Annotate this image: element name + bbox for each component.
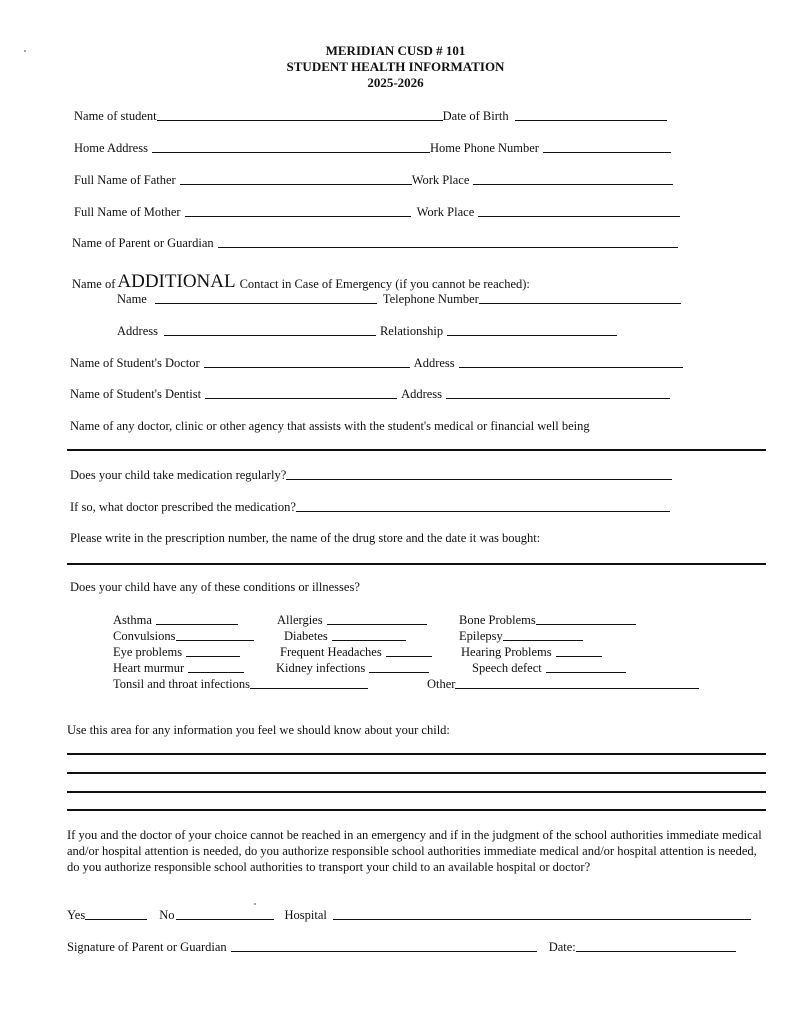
- dob-field[interactable]: [515, 108, 667, 121]
- doctor-field[interactable]: [204, 355, 410, 368]
- prescription-field[interactable]: [67, 563, 766, 565]
- form-title: STUDENT HEALTH INFORMATION: [286, 59, 505, 74]
- dentist-field[interactable]: [205, 386, 397, 399]
- scan-speck: [254, 903, 256, 905]
- medication-field[interactable]: [286, 467, 672, 480]
- diabetes-field[interactable]: [332, 628, 406, 641]
- hospital-label: Hospital: [284, 908, 327, 922]
- mother-work-field[interactable]: [478, 204, 680, 217]
- no-label: No: [159, 908, 175, 922]
- guardian-field[interactable]: [218, 235, 678, 248]
- student-name-field[interactable]: [157, 108, 443, 121]
- speech-field[interactable]: [546, 660, 626, 673]
- date-label: Date:: [548, 940, 576, 954]
- heart-murmur-field[interactable]: [188, 660, 244, 673]
- kidney-field[interactable]: [369, 660, 429, 673]
- home-phone-label: Home Phone Number: [429, 141, 539, 155]
- mother-name-label: Full Name of Mother: [74, 205, 181, 219]
- info-line-4[interactable]: [67, 809, 766, 811]
- school-year: 2025-2026: [367, 75, 424, 90]
- guardian-label: Name of Parent or Guardian: [72, 236, 214, 250]
- epilepsy-label: Epilepsy: [459, 629, 503, 643]
- emergency-prefix: Name of: [72, 277, 116, 291]
- emergency-name-label: Name: [117, 292, 147, 306]
- tonsil-label: Tonsil and throat infections: [113, 677, 250, 691]
- eye-problems-label: Eye problems: [113, 645, 183, 659]
- home-address-label: Home Address: [74, 141, 148, 155]
- tonsil-field[interactable]: [250, 676, 368, 689]
- relationship-field[interactable]: [447, 323, 617, 336]
- dob-label: Date of Birth: [442, 109, 509, 123]
- other-label: Other: [427, 677, 456, 691]
- emergency-address-field[interactable]: [164, 323, 376, 336]
- yes-field[interactable]: [85, 907, 147, 920]
- allergies-field[interactable]: [327, 612, 427, 625]
- dentist-label: Name of Student's Dentist: [70, 387, 202, 401]
- conditions-question: Does your child have any of these conditions or illnesses?: [70, 580, 360, 594]
- asthma-field[interactable]: [156, 612, 238, 625]
- diabetes-label: Diabetes: [284, 629, 328, 643]
- prescriber-field[interactable]: [296, 499, 670, 512]
- prescription-question: Please write in the prescription number, the name of the drug store and the date it was bought:: [70, 531, 541, 545]
- district-name: MERIDIAN CUSD # 101: [325, 43, 466, 58]
- epilepsy-field[interactable]: [503, 628, 583, 641]
- doctor-address-field[interactable]: [459, 355, 683, 368]
- home-address-field[interactable]: [152, 140, 430, 153]
- agency-label: Name of any doctor, clinic or other agency that assists with the student's medical or financial well being: [70, 419, 590, 433]
- agency-field[interactable]: [67, 449, 766, 451]
- emergency-address-label: Address: [117, 324, 158, 338]
- heart-murmur-label: Heart murmur: [113, 661, 185, 675]
- eye-problems-field[interactable]: [186, 644, 240, 657]
- headaches-label: Frequent Headaches: [280, 645, 382, 659]
- scan-speck: [24, 50, 26, 52]
- father-work-label: Work Place: [411, 173, 470, 187]
- student-name-label: Name of student: [74, 109, 157, 123]
- relationship-label: Relationship: [379, 324, 444, 338]
- emergency-heading: Contact in Case of Emergency (if you cannot be reached):: [239, 277, 530, 291]
- mother-name-field[interactable]: [185, 204, 411, 217]
- hospital-field[interactable]: [333, 907, 751, 920]
- emergency-name-field[interactable]: [155, 291, 377, 304]
- convulsions-label: Convulsions: [113, 629, 176, 643]
- hearing-field[interactable]: [556, 644, 602, 657]
- emergency-phone-label: Telephone Number: [382, 292, 479, 306]
- prescriber-question: If so, what doctor prescribed the medication?: [70, 500, 296, 514]
- home-phone-field[interactable]: [543, 140, 671, 153]
- medication-question: Does your child take medication regularly?: [70, 468, 287, 482]
- hearing-label: Hearing Problems: [461, 645, 552, 659]
- mother-work-label: Work Place: [416, 205, 475, 219]
- date-field[interactable]: [576, 939, 736, 952]
- info-line-2[interactable]: [67, 772, 766, 774]
- bone-problems-field[interactable]: [536, 612, 636, 625]
- dentist-address-field[interactable]: [446, 386, 670, 399]
- father-name-label: Full Name of Father: [74, 173, 176, 187]
- info-line-3[interactable]: [67, 791, 766, 793]
- dentist-address-label: Address: [401, 387, 443, 401]
- asthma-label: Asthma: [113, 613, 152, 627]
- no-field[interactable]: [176, 907, 274, 920]
- emergency-additional: ADDITIONAL: [117, 271, 236, 292]
- info-prompt: Use this area for any information you feel we should know about your child:: [67, 723, 450, 737]
- signature-label: Signature of Parent or Guardian: [67, 940, 227, 954]
- bone-problems-label: Bone Problems: [459, 613, 536, 627]
- emergency-phone-field[interactable]: [479, 291, 681, 304]
- father-name-field[interactable]: [180, 172, 412, 185]
- signature-field[interactable]: [231, 939, 537, 952]
- info-line-1[interactable]: [67, 753, 766, 755]
- father-work-field[interactable]: [473, 172, 673, 185]
- doctor-label: Name of Student's Doctor: [70, 356, 200, 370]
- authorization-text: If you and the doctor of your choice cannot be reached in an emergency and if in the judgment of the school authorities immediate medical and/or hospital attention is needed, do you authorize responsible school authorities immediate medical and/or hospital attention is needed, do you authorize responsible school authorities to transport your child to an available hospital or doctor?: [67, 828, 762, 874]
- other-field[interactable]: [455, 676, 699, 689]
- allergies-label: Allergies: [277, 613, 323, 627]
- convulsions-field[interactable]: [176, 628, 254, 641]
- speech-label: Speech defect: [472, 661, 542, 675]
- doctor-address-label: Address: [413, 356, 455, 370]
- headaches-field[interactable]: [386, 644, 432, 657]
- yes-label: Yes: [67, 908, 86, 922]
- kidney-label: Kidney infections: [276, 661, 366, 675]
